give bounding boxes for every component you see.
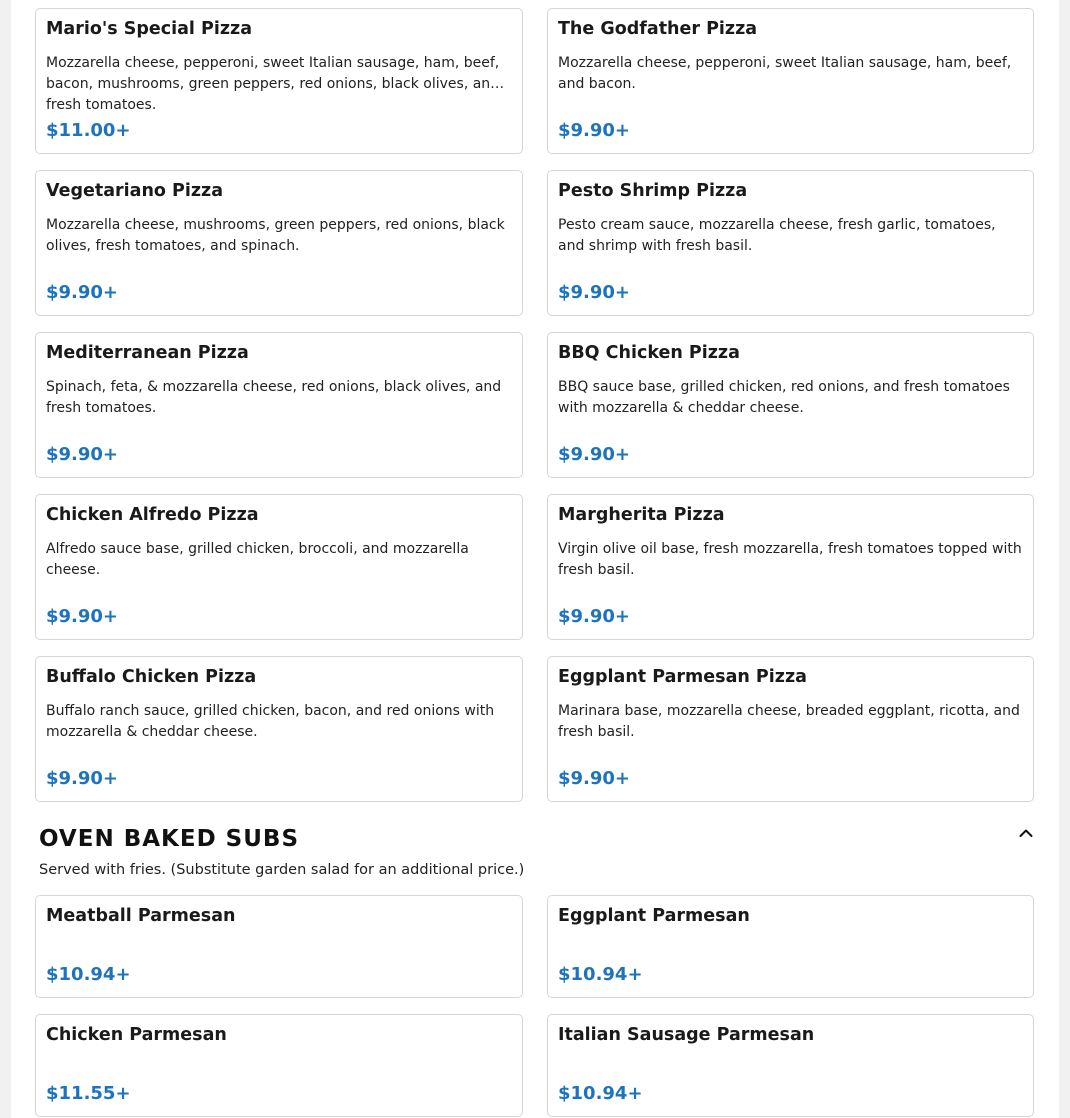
menu-item-card[interactable] [35, 494, 523, 640]
item-price: $9.90+ [46, 606, 119, 627]
item-name: The Godfather Pizza [558, 19, 758, 39]
item-description: Mozzarella cheese, pepperoni, sweet Italian sausage, ham, beef, bacon, mushrooms, green peppers, red onions, black olives, and fresh tomatoes. [46, 55, 500, 113]
item-description: Pesto cream sauce, mozzarella cheese, fresh garlic, tomatoes, and shrimp with fresh basil. [558, 217, 996, 254]
menu-item-card[interactable] [547, 656, 1034, 802]
section-header-subs[interactable] [39, 822, 1035, 856]
item-name: Buffalo Chicken Pizza [46, 667, 257, 687]
item-name: Mediterranean Pizza [46, 343, 249, 363]
item-name: Pesto Shrimp Pizza [558, 181, 748, 201]
menu-item-card[interactable] [547, 332, 1034, 478]
item-price: $9.90+ [558, 120, 631, 141]
item-description: Marinara base, mozzarella cheese, breaded eggplant, ricotta, and fresh basil. [558, 703, 1020, 740]
item-name: Chicken Alfredo Pizza [46, 505, 259, 525]
chevron-up-icon[interactable] [1017, 824, 1035, 842]
menu-item-card[interactable] [35, 895, 523, 998]
section-subtitle: Served with fries. (Substitute garden salad for an additional price.) [39, 862, 525, 878]
item-price: $10.94+ [558, 964, 643, 985]
item-description: Virgin olive oil base, fresh mozzarella, fresh tomatoes topped with fresh basil. [558, 541, 1022, 578]
menu-item-card[interactable] [35, 1014, 523, 1117]
item-description: Mozzarella cheese, pepperoni, sweet Italian sausage, ham, beef, and bacon. [558, 55, 1012, 92]
menu-item-card[interactable] [547, 895, 1034, 998]
item-name: Vegetariano Pizza [46, 181, 224, 201]
item-name: Mario's Special Pizza [46, 19, 253, 39]
section-title: OVEN BAKED SUBS [39, 826, 300, 852]
item-description: Mozzarella cheese, mushrooms, green peppers, red onions, black olives, fresh tomatoes, and spinach. [46, 217, 505, 254]
item-description: Alfredo sauce base, grilled chicken, broccoli, and mozzarella cheese. [46, 541, 469, 578]
item-name: BBQ Chicken Pizza [558, 343, 740, 363]
item-price: $9.90+ [46, 768, 119, 789]
menu-item-card[interactable] [547, 8, 1034, 154]
item-price: $9.90+ [558, 606, 631, 627]
subs-grid [35, 895, 1034, 1117]
item-name: Italian Sausage Parmesan [558, 1025, 815, 1045]
item-price: $9.90+ [558, 444, 631, 465]
item-description: Buffalo ranch sauce, grilled chicken, bacon, and red onions with mozzarella & cheddar cheese. [46, 703, 495, 740]
item-price: $9.90+ [46, 444, 119, 465]
item-name: Margherita Pizza [558, 505, 725, 525]
menu-item-card[interactable] [35, 170, 523, 316]
pizza-grid [35, 8, 1034, 802]
item-price: $11.00+ [46, 120, 131, 141]
menu-item-card[interactable] [35, 656, 523, 802]
item-name: Chicken Parmesan [46, 1025, 227, 1045]
item-name: Eggplant Parmesan [558, 906, 750, 926]
menu-item-card[interactable] [35, 8, 523, 154]
item-description: Spinach, feta, & mozzarella cheese, red onions, black olives, and fresh tomatoes. [46, 379, 502, 416]
item-price: $9.90+ [46, 282, 119, 303]
item-name: Eggplant Parmesan Pizza [558, 667, 807, 687]
item-price: $11.55+ [46, 1083, 131, 1104]
item-price: $10.94+ [558, 1083, 643, 1104]
item-price: $9.90+ [558, 768, 631, 789]
menu-item-card[interactable] [547, 494, 1034, 640]
menu-item-card[interactable] [35, 332, 523, 478]
item-price: $9.90+ [558, 282, 631, 303]
item-price: $10.94+ [46, 964, 131, 985]
menu-page [11, 0, 1059, 1118]
menu-item-card[interactable] [547, 1014, 1034, 1117]
menu-item-card[interactable] [547, 170, 1034, 316]
item-name: Meatball Parmesan [46, 906, 236, 926]
item-description: BBQ sauce base, grilled chicken, red onions, and fresh tomatoes with mozzarella & cheddar cheese. [558, 379, 1010, 416]
